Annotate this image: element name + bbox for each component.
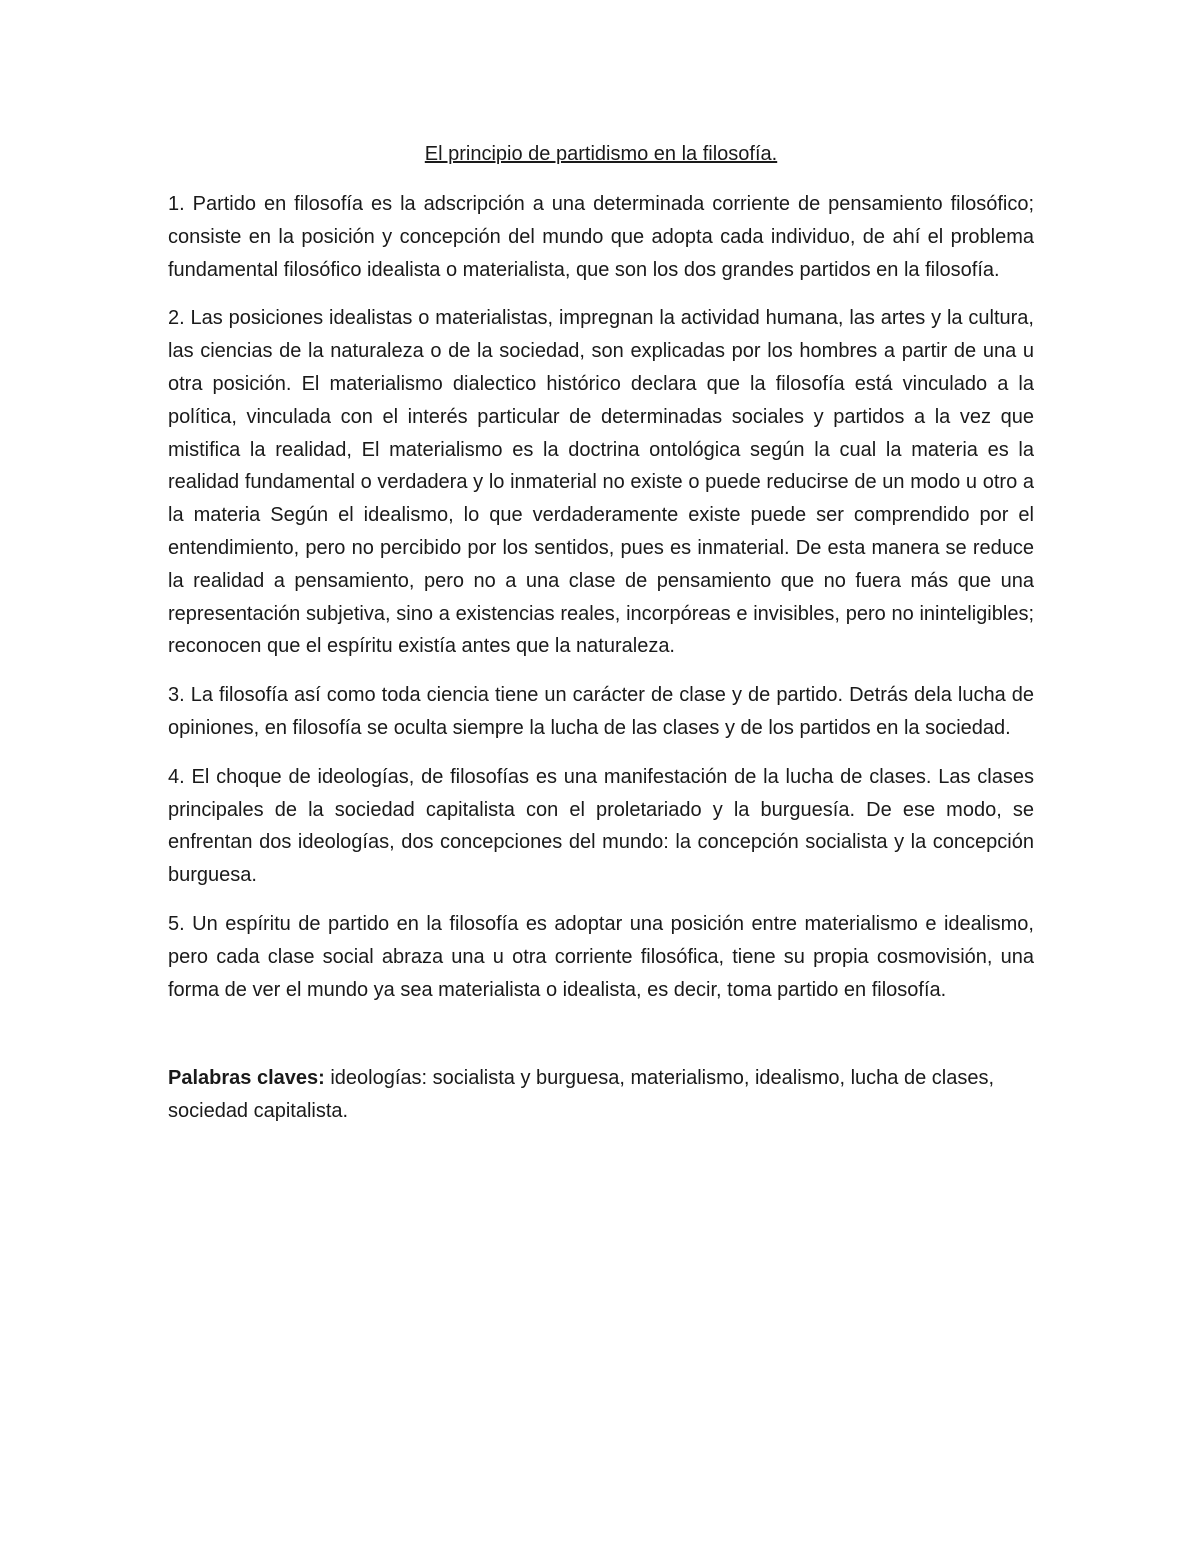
paragraph-4: 4. El choque de ideologías, de filosofías es una manifestación de la lucha de clases. Las clases principales de la sociedad capitalista con el proletariado y la burguesía. De ese modo, se enfrentan dos ideologías, dos concepciones del mundo: la concepción socialista y la concepción burguesa. (168, 765, 1034, 887)
document-title: El principio de partidismo en la filosofía. (424, 143, 778, 165)
keywords-text: ideologías: socialista y burguesa, materialismo, idealismo, lucha de clases, sociedad capitalista. (168, 1067, 994, 1123)
paragraph-5: 5. Un espíritu de partido en la filosofía es adoptar una posición entre materialismo e idealismo, pero cada clase social abraza una u otra corriente filosófica, tiene su propia cosmovisión, una forma de ver el mundo ya sea materialista o idealista, es decir, toma partido en filosofía. (168, 912, 1034, 1001)
keywords-line (168, 1062, 1034, 1128)
document-page (168, 140, 1034, 1128)
keywords-label: Palabras claves: (168, 1067, 325, 1090)
paragraph-1: 1. Partido en filosofía es la adscripción a una determinada corriente de pensamiento filosófico; consiste en la posición y concepción del mundo que adopta cada individuo, de ahí el problema fundamental filosófico idealista o materialista, que son los dos grandes partidos en la filosofía. (168, 193, 1034, 281)
paragraph-2: 2. Las posiciones idealistas o materialistas, impregnan la actividad humana, las artes y la cultura, las ciencias de la naturaleza o de la sociedad, son explicadas por los hombres a partir de una u otra posición. El materialismo dialectico histórico declara que la filosofía está vinculado a la política, vinculada con el interés particular de determinadas sociales y partidos a la vez que mistifica la realidad, El materialismo es la doctrina ontológica según la cual la materia es la realidad fundamental o verdadera y lo inmaterial no existe o puede reducirse de un modo u otro a la materia Según el idealismo, lo que verdaderamente existe puede ser comprendido por el entendimiento, pero no percibido por los sentidos, pues es inmaterial. De esta manera se reduce la realidad a pensamiento, pero no a una clase de pensamiento que no fuera más que una representación subjetiva, sino a existencias reales, incorpóreas e invisibles, pero no ininteligibles; reconocen que el espíritu existía antes que la naturaleza. (168, 307, 1034, 658)
paragraph-3: 3. La filosofía así como toda ciencia tiene un carácter de clase y de partido. Detrás dela lucha de opiniones, en filosofía se oculta siempre la lucha de las clases y de los partidos en la sociedad. (168, 684, 1034, 739)
